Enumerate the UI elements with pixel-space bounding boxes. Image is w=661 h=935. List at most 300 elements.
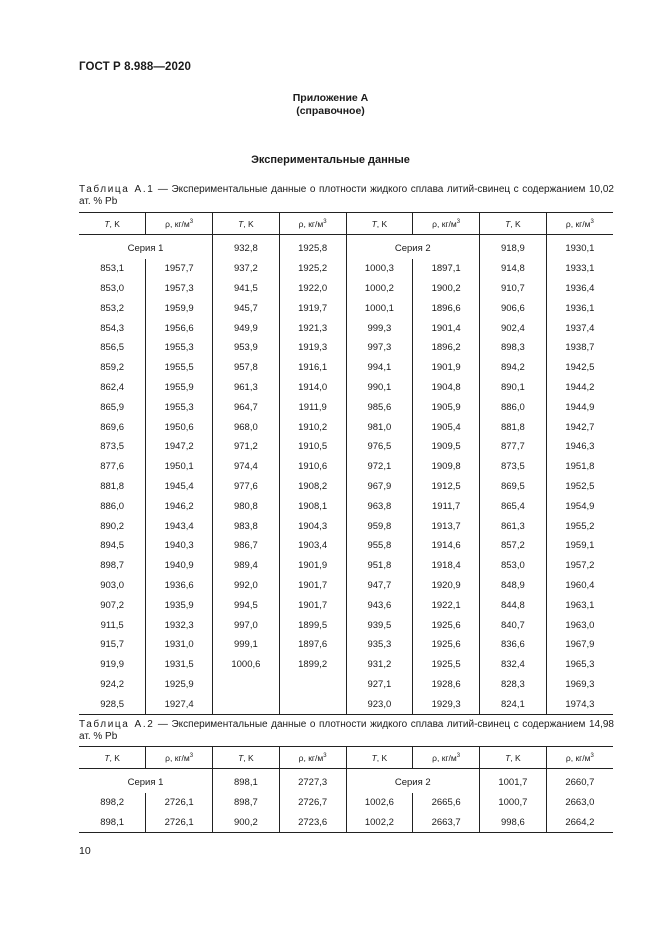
density-cell: 1944,9: [546, 397, 613, 417]
column-header-temperature: [213, 213, 280, 235]
temperature-cell: 869,5: [480, 477, 547, 497]
temperature-cell: 918,9: [480, 235, 547, 259]
density-cell: 1967,9: [546, 635, 613, 655]
density-cell: 1942,7: [546, 417, 613, 437]
density-cell: [279, 694, 346, 714]
density-label: ρ, кг/м: [165, 752, 190, 763]
temperature-symbol: T: [238, 752, 244, 763]
density-cell: 1914,0: [279, 378, 346, 398]
density-cell: 1943,4: [146, 516, 213, 536]
density-cell: 1932,3: [146, 615, 213, 635]
density-cell: 1955,3: [146, 397, 213, 417]
temperature-cell: 898,7: [213, 793, 280, 813]
temperature-cell: 894,5: [100, 540, 125, 552]
table-caption: [79, 184, 614, 208]
temperature-cell: 853,0: [480, 556, 547, 576]
density-cell: 1896,2: [413, 338, 480, 358]
temperature-cell: 932,8: [213, 235, 280, 259]
density-cell: 1910,2: [279, 417, 346, 437]
table-row: [79, 279, 613, 299]
temperature-cell: 853,0: [100, 282, 125, 294]
temperature-cell: 890,2: [100, 520, 125, 532]
temperature-cell: 877,6: [100, 461, 125, 473]
density-cell: 1936,1: [546, 298, 613, 318]
temperature-cell: 1000,2: [346, 279, 413, 299]
table-row: [79, 378, 613, 398]
column-header-density: [279, 213, 346, 235]
density-cell: 2663,7: [413, 813, 480, 833]
temperature-cell: 857,2: [480, 536, 547, 556]
temperature-cell: 903,0: [100, 579, 125, 591]
temperature-unit: , K: [376, 218, 388, 229]
temperature-cell: 964,7: [213, 397, 280, 417]
density-cell: 1922,1: [413, 595, 480, 615]
appendix-subtitle: (справочное): [296, 105, 365, 117]
temperature-cell: 869,6: [100, 421, 125, 433]
temperature-unit: , K: [376, 752, 388, 763]
density-cell: 1899,5: [279, 615, 346, 635]
table-row: [79, 496, 613, 516]
table-caption-text: — Экспериментальные данные о плотности жидкого сплава литий-свинец с содержанием 10,02 ат. % Pb: [79, 184, 614, 207]
density-cell: 1925,5: [413, 655, 480, 675]
temperature-cell: 977,6: [213, 477, 280, 497]
density-cell: 1918,4: [413, 556, 480, 576]
temperature-cell: 844,8: [480, 595, 547, 615]
temperature-cell: 828,3: [480, 675, 547, 695]
temperature-cell: 953,9: [213, 338, 280, 358]
table-caption-text: — Экспериментальные данные о плотности жидкого сплава литий-свинец с содержанием 14,98 ат. % Pb: [79, 719, 614, 742]
temperature-cell: 873,5: [100, 441, 125, 453]
density-cell: 1905,4: [413, 417, 480, 437]
density-cell: 1957,7: [146, 259, 213, 279]
density-cell: 1944,2: [546, 378, 613, 398]
temperature-symbol: T: [505, 218, 511, 229]
temperature-cell: 961,3: [213, 378, 280, 398]
density-cell: 1911,9: [279, 397, 346, 417]
temperature-cell: 907,2: [100, 599, 125, 611]
density-cell: 1950,1: [146, 457, 213, 477]
temperature-cell: 968,0: [213, 417, 280, 437]
density-cell: 1910,6: [279, 457, 346, 477]
density-cell: 1925,6: [413, 635, 480, 655]
density-cell: 1927,4: [146, 694, 213, 714]
temperature-cell: 985,6: [346, 397, 413, 417]
density-cell: 1901,9: [279, 556, 346, 576]
table-row: [79, 358, 613, 378]
table-row: [79, 769, 613, 793]
density-cell: 1940,9: [146, 556, 213, 576]
density-cell: 1897,1: [413, 259, 480, 279]
table-label: Таблица А.1: [79, 184, 155, 195]
density-cell: 1946,2: [146, 496, 213, 516]
density-exponent: 3: [189, 752, 194, 759]
density-table-1: [79, 212, 613, 715]
density-cell: 1942,5: [546, 358, 613, 378]
density-cell: 1955,5: [146, 358, 213, 378]
density-exponent: 3: [189, 218, 194, 225]
section-title: Экспериментальные данные: [251, 154, 410, 166]
density-cell: 1952,5: [546, 477, 613, 497]
density-cell: 1901,7: [279, 595, 346, 615]
table-row: [79, 576, 613, 596]
density-exponent: 3: [323, 218, 327, 225]
temperature-cell: 881,8: [100, 480, 125, 492]
temperature-unit: , K: [510, 218, 521, 229]
temperature-cell: 924,2: [100, 678, 125, 690]
temperature-cell: 840,7: [480, 615, 547, 635]
table-row: [79, 437, 613, 457]
density-cell: 1908,1: [279, 496, 346, 516]
column-header-temperature: [480, 747, 547, 769]
temperature-cell: 865,4: [480, 496, 547, 516]
temperature-cell: 997,0: [213, 615, 280, 635]
temperature-cell: 990,1: [346, 378, 413, 398]
density-cell: 1937,4: [546, 318, 613, 338]
column-header-density: [546, 213, 613, 235]
temperature-cell: 859,2: [100, 362, 125, 374]
table-row: [79, 556, 613, 576]
density-cell: 1925,2: [279, 259, 346, 279]
table-row: [79, 298, 613, 318]
temperature-cell: 989,4: [213, 556, 280, 576]
column-header-density: [413, 213, 480, 235]
temperature-cell: 862,4: [100, 381, 125, 393]
temperature-cell: 1001,7: [480, 769, 547, 793]
density-cell: [279, 675, 346, 695]
temperature-cell: 971,2: [213, 437, 280, 457]
temperature-cell: 959,8: [346, 516, 413, 536]
temperature-unit: , K: [109, 752, 120, 763]
temperature-cell: 980,8: [213, 496, 280, 516]
column-header-temperature: [79, 747, 146, 769]
temperature-cell: 937,2: [213, 259, 280, 279]
appendix-title: Приложение А: [292, 92, 369, 104]
series-label: Серия 2: [346, 769, 480, 793]
temperature-cell: 955,8: [346, 536, 413, 556]
temperature-cell: 983,8: [213, 516, 280, 536]
temperature-cell: 949,9: [213, 318, 280, 338]
temperature-cell: 939,5: [346, 615, 413, 635]
density-cell: 1911,7: [413, 496, 480, 516]
temperature-cell: 947,7: [346, 576, 413, 596]
density-cell: 1921,3: [279, 318, 346, 338]
density-exponent: 3: [590, 752, 594, 759]
density-cell: 1938,7: [546, 338, 613, 358]
table-row: [79, 595, 613, 615]
temperature-cell: 981,0: [346, 417, 413, 437]
density-cell: 1930,1: [546, 235, 613, 259]
density-cell: 2665,6: [413, 793, 480, 813]
density-cell: 1912,5: [413, 477, 480, 497]
density-cell: 1919,7: [279, 298, 346, 318]
density-cell: 1920,9: [413, 576, 480, 596]
density-cell: 1955,9: [146, 378, 213, 398]
temperature-cell: 998,6: [480, 813, 547, 833]
density-cell: 1931,5: [146, 655, 213, 675]
density-cell: 1914,6: [413, 536, 480, 556]
density-cell: 1960,4: [546, 576, 613, 596]
density-cell: 1965,3: [546, 655, 613, 675]
temperature-cell: 836,6: [480, 635, 547, 655]
temperature-cell: 1002,6: [346, 793, 413, 813]
table-row: [79, 235, 613, 259]
temperature-cell: 945,7: [213, 298, 280, 318]
table-row: [79, 694, 613, 714]
density-cell: 1916,1: [279, 358, 346, 378]
temperature-cell: 941,5: [213, 279, 280, 299]
density-cell: 1928,6: [413, 675, 480, 695]
density-cell: 1955,3: [146, 338, 213, 358]
column-header-temperature: [480, 213, 547, 235]
density-label: ρ, кг/м: [432, 218, 457, 229]
temperature-cell: 951,8: [346, 556, 413, 576]
density-cell: 1901,4: [413, 318, 480, 338]
temperature-cell: 861,3: [480, 516, 547, 536]
temperature-cell: 898,1: [213, 769, 280, 793]
density-table-2: [79, 746, 613, 833]
column-header-density: [413, 747, 480, 769]
temperature-cell: 911,5: [100, 619, 124, 631]
temperature-cell: 900,2: [213, 813, 280, 833]
temperature-cell: 919,9: [100, 659, 125, 671]
density-cell: 1901,7: [279, 576, 346, 596]
density-cell: 1933,1: [546, 259, 613, 279]
density-cell: 1936,6: [146, 576, 213, 596]
density-cell: 2723,6: [279, 813, 346, 833]
temperature-cell: 856,5: [100, 342, 125, 354]
density-cell: 1901,9: [413, 358, 480, 378]
density-cell: 1913,7: [413, 516, 480, 536]
temperature-cell: 877,7: [480, 437, 547, 457]
table-row: [79, 615, 613, 635]
temperature-cell: 824,1: [480, 694, 547, 714]
density-exponent: 3: [323, 752, 327, 759]
density-cell: 1904,8: [413, 378, 480, 398]
density-cell: 1910,5: [279, 437, 346, 457]
temperature-cell: 898,3: [480, 338, 547, 358]
density-cell: 1955,2: [546, 516, 613, 536]
temperature-cell: 906,6: [480, 298, 547, 318]
column-header-density: [546, 747, 613, 769]
density-cell: 2663,0: [546, 793, 613, 813]
density-cell: 2660,7: [546, 769, 613, 793]
column-header-density: [146, 747, 213, 769]
temperature-cell: 894,2: [480, 358, 547, 378]
density-cell: 1957,2: [546, 556, 613, 576]
temperature-cell: 943,6: [346, 595, 413, 615]
temperature-cell: 832,4: [480, 655, 547, 675]
density-cell: 1951,8: [546, 457, 613, 477]
temperature-cell: 923,0: [346, 694, 413, 714]
table-row: [79, 397, 613, 417]
temperature-cell: 1000,3: [346, 259, 413, 279]
table-row: [79, 793, 613, 813]
density-cell: 1899,2: [279, 655, 346, 675]
temperature-symbol: T: [371, 752, 377, 763]
density-cell: 1904,3: [279, 516, 346, 536]
temperature-cell: 914,8: [480, 259, 547, 279]
temperature-cell: 1000,1: [346, 298, 413, 318]
temperature-symbol: T: [238, 218, 244, 229]
density-cell: 1954,9: [546, 496, 613, 516]
density-cell: 1925,8: [279, 235, 346, 259]
table-row: [79, 457, 613, 477]
table-row: [79, 477, 613, 497]
table-header-row: [79, 213, 613, 235]
temperature-cell: 1000,6: [213, 655, 280, 675]
temperature-cell: 898,2: [100, 797, 125, 809]
temperature-cell: 890,1: [480, 378, 547, 398]
temperature-symbol: T: [104, 218, 110, 229]
series-label: Серия 1: [127, 243, 164, 255]
temperature-cell: 999,3: [346, 318, 413, 338]
temperature-cell: 886,0: [480, 397, 547, 417]
temperature-cell: 976,5: [346, 437, 413, 457]
density-cell: 1929,3: [413, 694, 480, 714]
density-cell: 2726,7: [279, 793, 346, 813]
density-cell: 1900,2: [413, 279, 480, 299]
table-row: [79, 318, 613, 338]
page-number: 10: [79, 845, 91, 857]
density-cell: 1909,8: [413, 457, 480, 477]
density-label: ρ, кг/м: [565, 752, 591, 763]
density-cell: 1950,6: [146, 417, 213, 437]
density-cell: 2726,1: [146, 793, 213, 813]
table-row: [79, 338, 613, 358]
density-cell: 1922,0: [279, 279, 346, 299]
temperature-cell: 865,9: [100, 401, 125, 413]
density-exponent: 3: [456, 752, 461, 759]
table-header-row: [79, 747, 613, 769]
density-cell: 1963,1: [546, 595, 613, 615]
column-header-temperature: [213, 747, 280, 769]
temperature-cell: 881,8: [480, 417, 547, 437]
density-cell: 1940,3: [146, 536, 213, 556]
temperature-cell: 957,8: [213, 358, 280, 378]
temperature-cell: 963,8: [346, 496, 413, 516]
temperature-cell: 994,5: [213, 595, 280, 615]
column-header-density: [279, 747, 346, 769]
density-cell: 1935,9: [146, 595, 213, 615]
temperature-unit: , K: [510, 752, 521, 763]
density-label: ρ, кг/м: [298, 752, 324, 763]
temperature-cell: 848,9: [480, 576, 547, 596]
temperature-cell: 910,7: [480, 279, 547, 299]
density-cell: 1909,5: [413, 437, 480, 457]
temperature-cell: 992,0: [213, 576, 280, 596]
temperature-cell: 927,1: [346, 675, 413, 695]
density-cell: 1908,2: [279, 477, 346, 497]
density-cell: 1919,3: [279, 338, 346, 358]
temperature-cell: 986,7: [213, 536, 280, 556]
density-label: ρ, кг/м: [432, 752, 457, 763]
density-cell: 1957,3: [146, 279, 213, 299]
density-cell: 1936,4: [546, 279, 613, 299]
density-label: ρ, кг/м: [165, 218, 190, 229]
density-cell: 2727,3: [279, 769, 346, 793]
temperature-cell: 967,9: [346, 477, 413, 497]
series-label: Серия 1: [127, 777, 164, 789]
temperature-cell: 915,7: [100, 639, 125, 651]
table-row: [79, 417, 613, 437]
density-cell: 1963,0: [546, 615, 613, 635]
column-header-density: [146, 213, 213, 235]
density-label: ρ, кг/м: [565, 218, 591, 229]
table-label: Таблица А.2: [79, 719, 155, 730]
temperature-cell: 873,5: [480, 457, 547, 477]
density-cell: 1947,2: [146, 437, 213, 457]
temperature-cell: 931,2: [346, 655, 413, 675]
density-cell: 1897,6: [279, 635, 346, 655]
temperature-cell: [213, 675, 280, 695]
temperature-unit: , K: [243, 752, 254, 763]
density-cell: 1903,4: [279, 536, 346, 556]
temperature-cell: 854,3: [100, 322, 125, 334]
density-cell: 1959,1: [546, 536, 613, 556]
temperature-cell: [213, 694, 280, 714]
document-code: ГОСТ Р 8.988—2020: [79, 61, 191, 73]
temperature-cell: 898,7: [100, 560, 125, 572]
temperature-cell: 994,1: [346, 358, 413, 378]
density-label: ρ, кг/м: [298, 218, 324, 229]
density-cell: 1896,6: [413, 298, 480, 318]
density-cell: 1945,4: [146, 477, 213, 497]
temperature-cell: 853,2: [100, 302, 125, 314]
density-cell: 2664,2: [546, 813, 613, 833]
series-label: Серия 2: [346, 235, 480, 259]
density-cell: 1905,9: [413, 397, 480, 417]
temperature-cell: 935,3: [346, 635, 413, 655]
temperature-cell: 853,1: [100, 263, 125, 275]
temperature-unit: , K: [243, 218, 254, 229]
temperature-cell: 972,1: [346, 457, 413, 477]
density-cell: 1956,6: [146, 318, 213, 338]
column-header-temperature: [346, 213, 413, 235]
temperature-cell: 997,3: [346, 338, 413, 358]
temperature-cell: 898,1: [79, 813, 146, 833]
density-exponent: 3: [456, 218, 461, 225]
column-header-temperature: [346, 747, 413, 769]
density-cell: 1931,0: [146, 635, 213, 655]
temperature-symbol: T: [371, 218, 377, 229]
temperature-cell: 928,5: [79, 694, 146, 714]
density-exponent: 3: [590, 218, 594, 225]
temperature-cell: 902,4: [480, 318, 547, 338]
table-row: [79, 655, 613, 675]
density-cell: 2726,1: [146, 813, 213, 833]
table-row: [79, 675, 613, 695]
temperature-cell: 999,1: [213, 635, 280, 655]
density-cell: 1974,3: [546, 694, 613, 714]
table-row: [79, 536, 613, 556]
table-row: [79, 813, 613, 833]
column-header-temperature: [79, 213, 146, 235]
temperature-unit: , K: [109, 218, 120, 229]
temperature-symbol: T: [104, 752, 110, 763]
table-row: [79, 635, 613, 655]
table-row: [79, 516, 613, 536]
density-cell: 1925,6: [413, 615, 480, 635]
density-cell: 1959,9: [146, 298, 213, 318]
temperature-cell: 886,0: [100, 500, 125, 512]
table-row: [79, 259, 613, 279]
temperature-cell: 974,4: [213, 457, 280, 477]
density-cell: 1969,3: [546, 675, 613, 695]
density-cell: 1925,9: [146, 675, 213, 695]
temperature-symbol: T: [505, 752, 511, 763]
temperature-cell: 1002,2: [346, 813, 413, 833]
density-cell: 1946,3: [546, 437, 613, 457]
